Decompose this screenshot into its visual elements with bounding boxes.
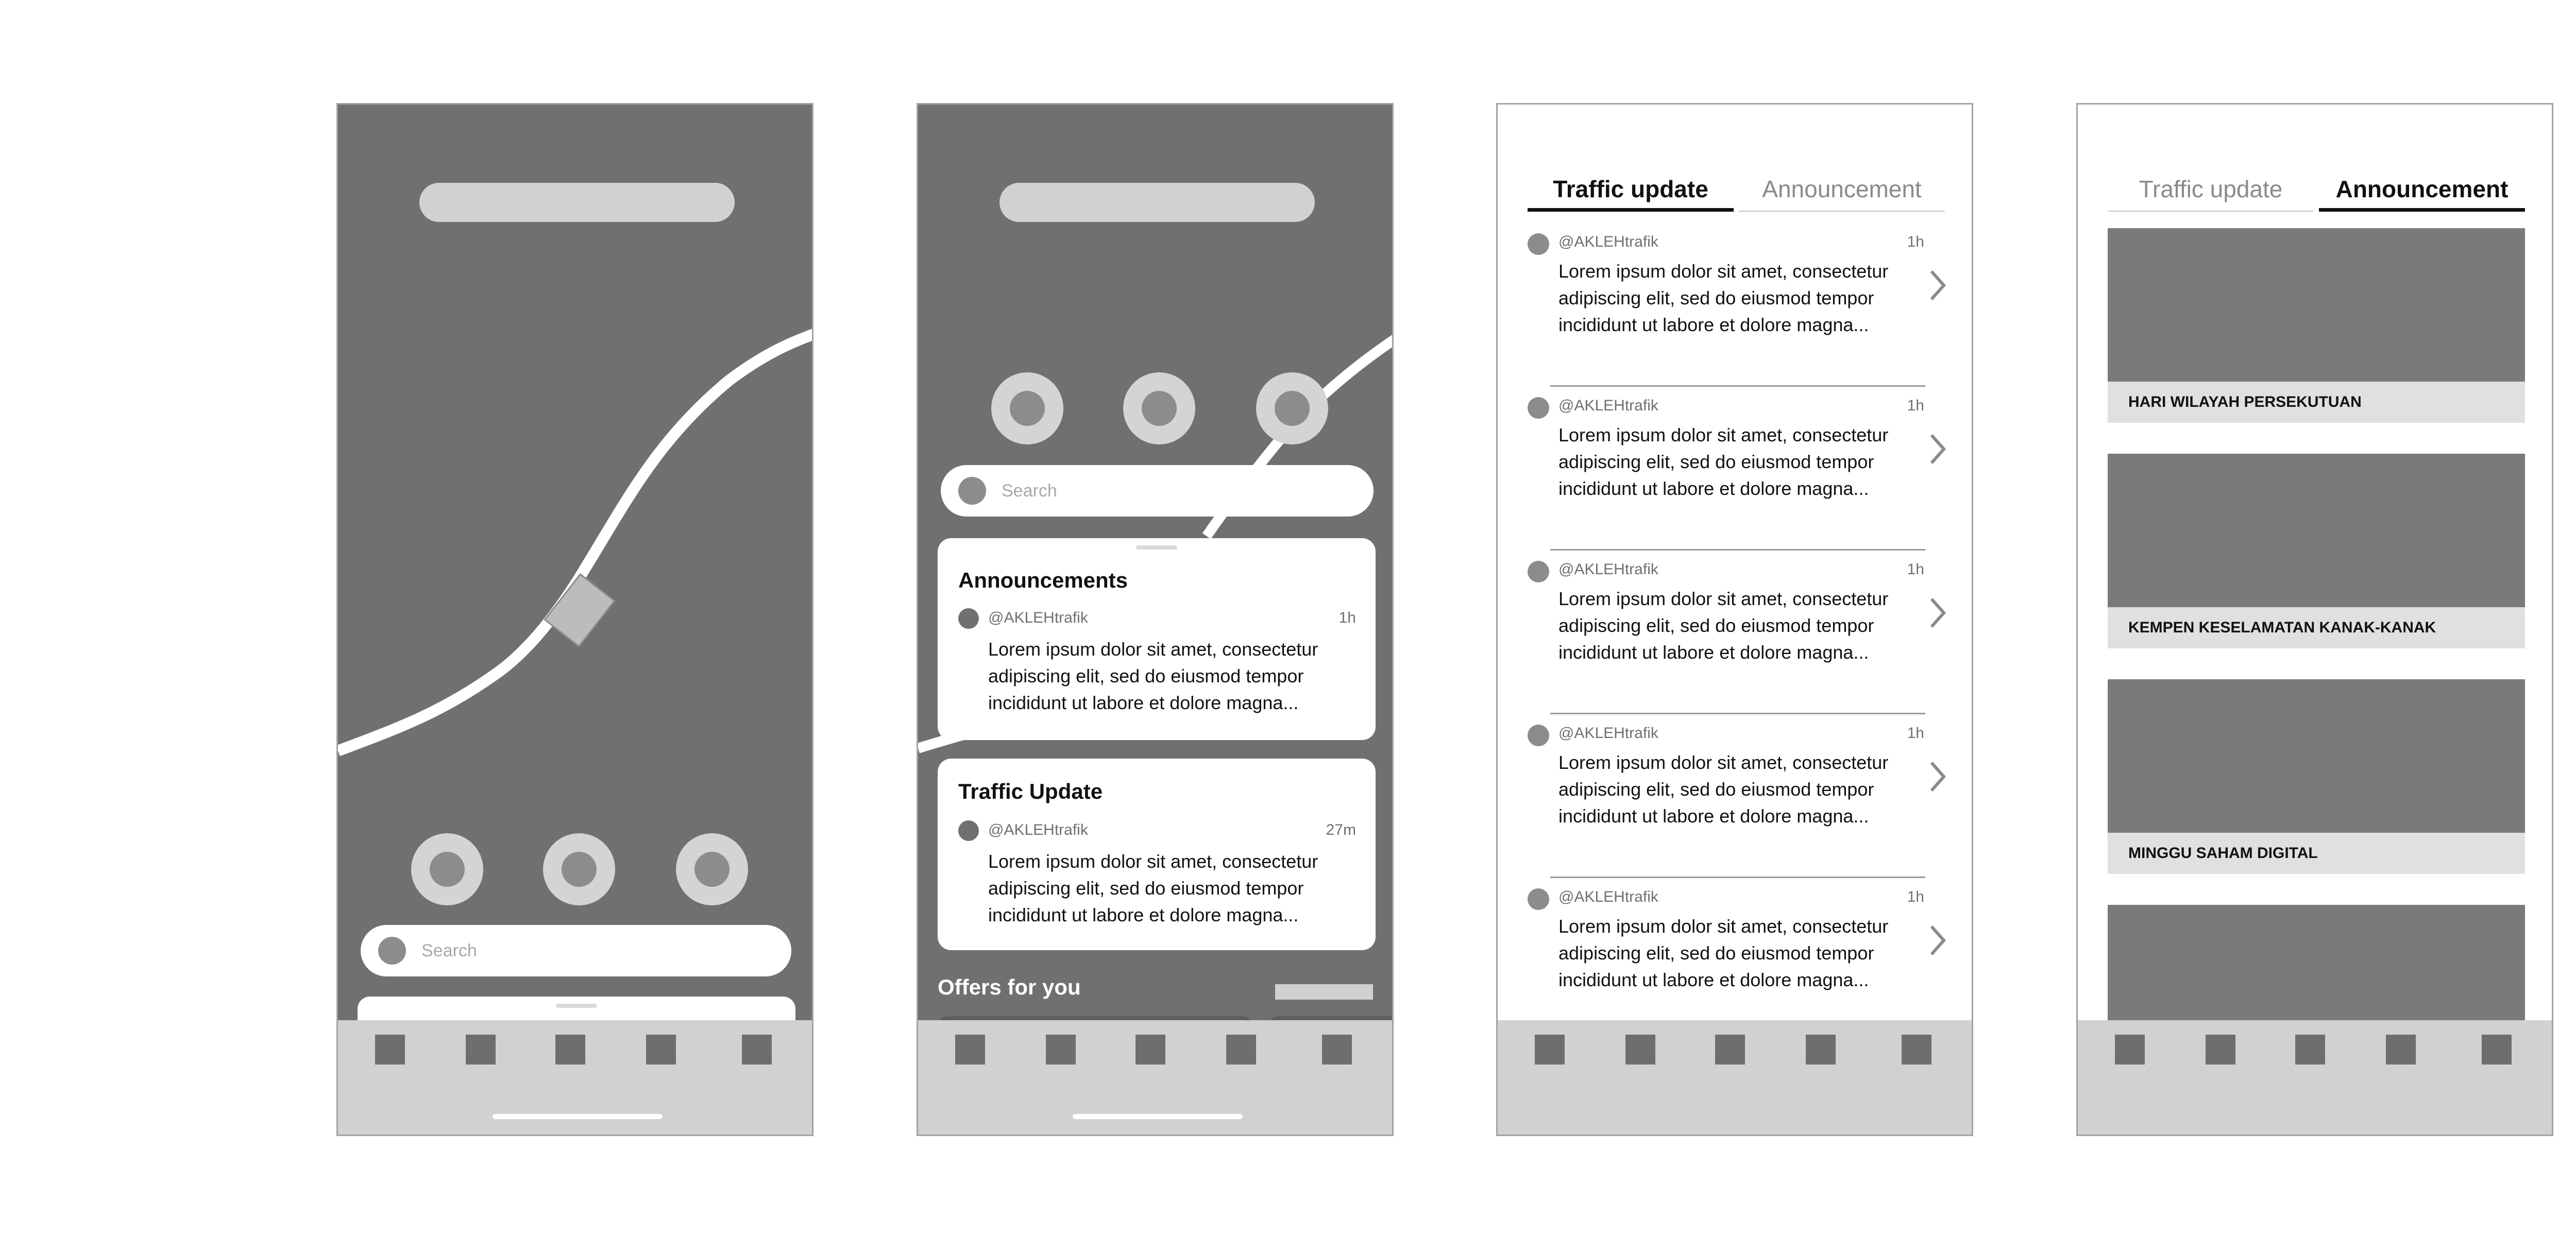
post-time: 1h (1907, 561, 1924, 578)
chevron-right-icon[interactable] (1927, 759, 1948, 795)
announcement-caption: KEMPEN KESELAMATAN KANAK-KANAK (2108, 607, 2525, 648)
post-time: 27m (1326, 821, 1356, 838)
chevron-right-icon[interactable] (1927, 431, 1948, 467)
quick-action-button-1[interactable] (411, 833, 483, 905)
post-handle: @AKLEHtrafik (1558, 233, 1658, 250)
avatar (958, 608, 979, 629)
quick-action-icon (1010, 391, 1045, 426)
avatar (1528, 397, 1549, 419)
announcements-card[interactable] (938, 538, 1376, 740)
nav-item-5-icon[interactable] (742, 1035, 772, 1065)
search-bar[interactable] (361, 925, 791, 976)
announcement-image (2108, 454, 2525, 607)
post-handle: @AKLEHtrafik (1558, 888, 1658, 905)
nav-item-5-icon[interactable] (1322, 1035, 1352, 1065)
bottom-nav (1498, 1020, 1972, 1135)
chevron-right-icon[interactable] (1927, 267, 1948, 303)
tab-bar (2108, 170, 2525, 212)
nav-item-1-icon[interactable] (1535, 1035, 1565, 1065)
post-time: 1h (1907, 888, 1924, 905)
avatar (1528, 888, 1549, 910)
quick-action-icon (1275, 391, 1310, 426)
announcement-image (2108, 228, 2525, 382)
post-handle: @AKLEHtrafik (1558, 561, 1658, 578)
post-handle: @AKLEHtrafik (988, 821, 1088, 838)
avatar (958, 820, 979, 841)
offers-section-title: Offers for you (938, 975, 1081, 999)
nav-item-1-icon[interactable] (955, 1035, 985, 1065)
search-icon (378, 937, 406, 965)
nav-item-4-icon[interactable] (2386, 1035, 2416, 1065)
chevron-right-icon[interactable] (1927, 595, 1948, 631)
card-title: Announcements (958, 568, 1128, 592)
nav-item-4-icon[interactable] (1806, 1035, 1836, 1065)
nav-item-1-icon[interactable] (375, 1035, 405, 1065)
post-time: 1h (1907, 725, 1924, 742)
sheet-grabber[interactable] (1136, 545, 1177, 550)
quick-action-icon (1142, 391, 1177, 426)
list-item[interactable] (1528, 551, 1955, 714)
announcement-card[interactable] (2108, 679, 2525, 874)
tab-traffic-update[interactable]: Traffic update (2108, 170, 2314, 212)
post-time: 1h (1338, 609, 1356, 626)
nav-item-2-icon[interactable] (1046, 1035, 1076, 1065)
nav-item-5-icon[interactable] (2482, 1035, 2512, 1065)
screen-announcement-list (2076, 103, 2553, 1136)
post-body: Lorem ipsum dolor sit amet, consectetur adipiscing elit, sed do eiusmod tempor incididunt ut labore et dolore magna... (1558, 752, 1889, 827)
quick-action-icon (430, 852, 465, 887)
screen-traffic-update-list (1496, 103, 1973, 1136)
map-view[interactable] (338, 105, 814, 1136)
nav-item-4-icon[interactable] (646, 1035, 676, 1065)
top-bar-placeholder[interactable] (419, 183, 735, 222)
post-handle: @AKLEHtrafik (1558, 397, 1658, 414)
sheet-grabber[interactable] (556, 1004, 597, 1008)
avatar (1528, 725, 1549, 746)
tab-bar (1528, 170, 1945, 212)
search-placeholder: Search (421, 941, 477, 960)
search-bar[interactable] (941, 465, 1374, 517)
post-time: 1h (1907, 397, 1924, 414)
post-handle: @AKLEHtrafik (1558, 725, 1658, 742)
announcement-caption: MINGGU SAHAM DIGITAL (2108, 833, 2525, 874)
nav-item-4-icon[interactable] (1226, 1035, 1256, 1065)
list-item[interactable] (1528, 223, 1955, 387)
post-body: Lorem ipsum dolor sit amet, consectetur adipiscing elit, sed do eiusmod tempor incididunt ut labore et dolore magna... (988, 639, 1318, 713)
traffic-update-card[interactable] (938, 759, 1376, 950)
nav-item-2-icon[interactable] (2206, 1035, 2235, 1065)
nav-item-2-icon[interactable] (466, 1035, 496, 1065)
avatar (1528, 233, 1549, 255)
nav-item-3-icon[interactable] (1136, 1035, 1165, 1065)
quick-action-button-2[interactable] (543, 833, 615, 905)
post-body: Lorem ipsum dolor sit amet, consectetur adipiscing elit, sed do eiusmod tempor incididunt ut labore et dolore magna... (988, 851, 1318, 925)
search-icon (958, 477, 986, 505)
post-body: Lorem ipsum dolor sit amet, consectetur adipiscing elit, sed do eiusmod tempor incididunt ut labore et dolore magna... (1558, 916, 1889, 990)
tab-traffic-update[interactable]: Traffic update (1528, 170, 1734, 212)
announcement-card[interactable] (2108, 454, 2525, 648)
bottom-nav (918, 1020, 1392, 1135)
search-placeholder: Search (1002, 481, 1057, 501)
home-indicator[interactable] (493, 1114, 663, 1119)
tab-announcement[interactable]: Announcement (2319, 170, 2525, 212)
screen-map-expanded (917, 103, 1394, 1136)
chevron-right-icon[interactable] (1927, 922, 1948, 958)
route-line (338, 334, 814, 751)
nav-item-3-icon[interactable] (555, 1035, 585, 1065)
vehicle-marker[interactable] (545, 574, 614, 646)
bottom-nav (338, 1020, 812, 1135)
offers-see-all-link[interactable] (1275, 984, 1373, 1000)
quick-action-button-3[interactable] (1256, 372, 1328, 444)
list-item[interactable] (1528, 714, 1955, 878)
post-body: Lorem ipsum dolor sit amet, consectetur adipiscing elit, sed do eiusmod tempor incididunt ut labore et dolore magna... (1558, 261, 1889, 335)
announcement-card[interactable] (2108, 228, 2525, 423)
quick-action-icon (562, 852, 597, 887)
list-item[interactable] (1528, 387, 1955, 551)
bottom-nav (2078, 1020, 2552, 1135)
announcement-caption: HARI WILAYAH PERSEKUTUAN (2108, 382, 2525, 423)
screen-map-home (336, 103, 814, 1136)
card-title: Traffic Update (958, 779, 1103, 803)
avatar (1528, 561, 1549, 582)
post-time: 1h (1907, 233, 1924, 250)
quick-action-button-1[interactable] (991, 372, 1063, 444)
top-bar-placeholder[interactable] (999, 183, 1315, 222)
nav-item-3-icon[interactable] (2295, 1035, 2325, 1065)
nav-item-3-icon[interactable] (1715, 1035, 1745, 1065)
post-body: Lorem ipsum dolor sit amet, consectetur adipiscing elit, sed do eiusmod tempor incididunt ut labore et dolore magna... (1558, 588, 1889, 663)
nav-item-1-icon[interactable] (2115, 1035, 2145, 1065)
quick-action-icon (694, 852, 730, 887)
nav-item-2-icon[interactable] (1625, 1035, 1655, 1065)
nav-item-5-icon[interactable] (1902, 1035, 1931, 1065)
post-body: Lorem ipsum dolor sit amet, consectetur adipiscing elit, sed do eiusmod tempor incididunt ut labore et dolore magna... (1558, 424, 1889, 499)
home-indicator[interactable] (1073, 1114, 1243, 1119)
post-handle: @AKLEHtrafik (988, 609, 1088, 626)
quick-action-button-3[interactable] (676, 833, 748, 905)
tab-announcement[interactable]: Announcement (1739, 170, 1945, 212)
quick-action-button-2[interactable] (1123, 372, 1195, 444)
list-item[interactable] (1528, 878, 1955, 1042)
announcement-image (2108, 679, 2525, 833)
